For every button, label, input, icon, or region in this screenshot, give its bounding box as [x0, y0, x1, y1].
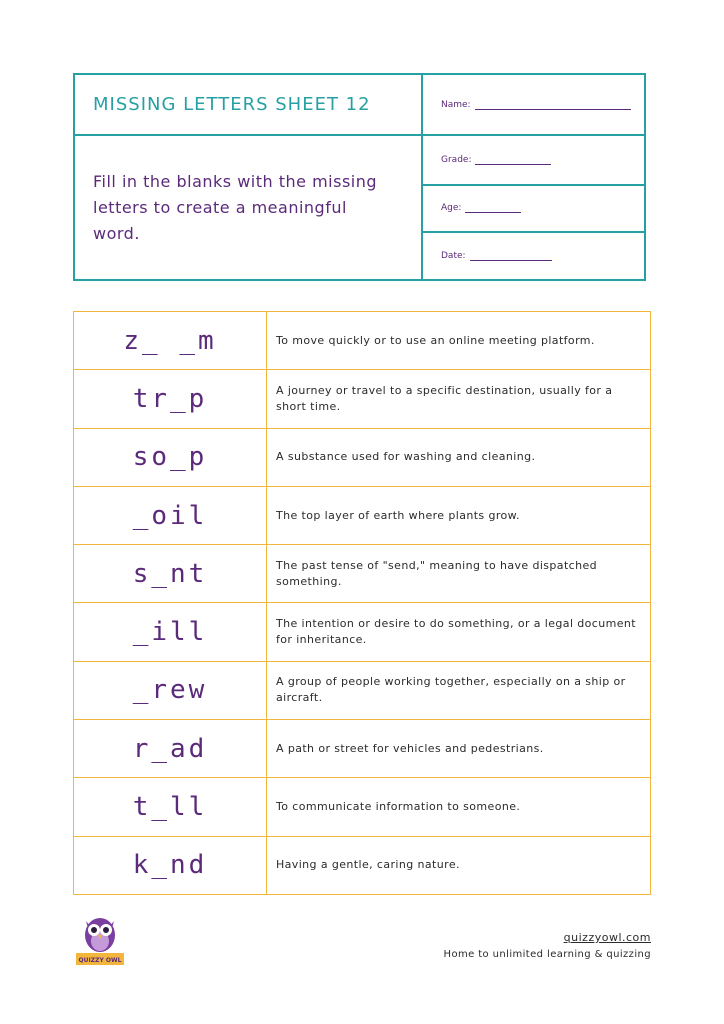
word-clue: A substance used for washing and cleaning.	[276, 450, 536, 464]
age-label: Age:	[441, 203, 462, 214]
word-clue: The past tense of "send," meaning to have dispatched something.	[276, 558, 598, 588]
word-clue: A journey or travel to a specific destination, usually for a short time.	[276, 383, 613, 413]
missing-word[interactable]: tr_p	[74, 370, 267, 427]
name-label: Name:	[441, 99, 471, 110]
missing-word[interactable]: r_ad	[74, 720, 267, 777]
date-line[interactable]	[470, 251, 552, 261]
age-field	[423, 184, 644, 232]
table-row	[74, 777, 650, 835]
grade-label: Grade:	[441, 154, 472, 165]
worksheet-header	[73, 73, 646, 281]
word-clue: To move quickly or to use an online meeting platform.	[276, 333, 595, 347]
name-line[interactable]	[475, 100, 631, 110]
word-clue: A group of people working together, especially on a ship or aircraft.	[276, 675, 626, 705]
instructions: Fill in the blanks with the missing letters to create a meaningful word.	[75, 136, 423, 279]
table-row	[74, 661, 650, 719]
table-row	[74, 486, 650, 544]
missing-word[interactable]: s_nt	[74, 545, 267, 602]
date-label: Date:	[441, 251, 466, 262]
student-fields	[423, 136, 644, 279]
table-row	[74, 602, 650, 660]
missing-word[interactable]: t_ll	[74, 778, 267, 835]
quizzy-owl-logo	[76, 913, 124, 965]
missing-word[interactable]: k_nd	[74, 837, 267, 894]
missing-word[interactable]: _rew	[74, 662, 267, 719]
table-row	[74, 312, 650, 369]
age-line[interactable]	[465, 203, 521, 213]
svg-text:QUIZZY OWL: QUIZZY OWL	[78, 957, 122, 964]
table-row	[74, 719, 650, 777]
missing-word[interactable]: _oil	[74, 487, 267, 544]
missing-word[interactable]: z_ _m	[74, 312, 267, 369]
word-clue: The top layer of earth where plants grow.	[276, 508, 520, 522]
name-field	[423, 75, 644, 136]
word-clue: The intention or desire to do something, or a legal document for inheritance.	[276, 617, 636, 647]
grade-field	[423, 136, 644, 184]
footer-tagline: Home to unlimited learning & quizzing	[443, 949, 651, 960]
grade-line[interactable]	[475, 155, 551, 165]
table-row	[74, 428, 650, 486]
worksheet-title: MISSING LETTERS SHEET 12	[75, 75, 423, 136]
word-table	[73, 311, 651, 895]
word-clue: Having a gentle, caring nature.	[276, 858, 460, 872]
footer-site-link[interactable]: quizzyowl.com	[563, 931, 651, 944]
missing-word[interactable]: _ill	[74, 603, 267, 660]
table-row	[74, 369, 650, 427]
owl-icon	[76, 913, 124, 965]
missing-word[interactable]: so_p	[74, 429, 267, 486]
word-clue: To communicate information to someone.	[276, 800, 521, 814]
word-clue: A path or street for vehicles and pedestrians.	[276, 741, 544, 755]
table-row	[74, 544, 650, 602]
date-field	[423, 231, 644, 279]
table-row	[74, 836, 650, 894]
